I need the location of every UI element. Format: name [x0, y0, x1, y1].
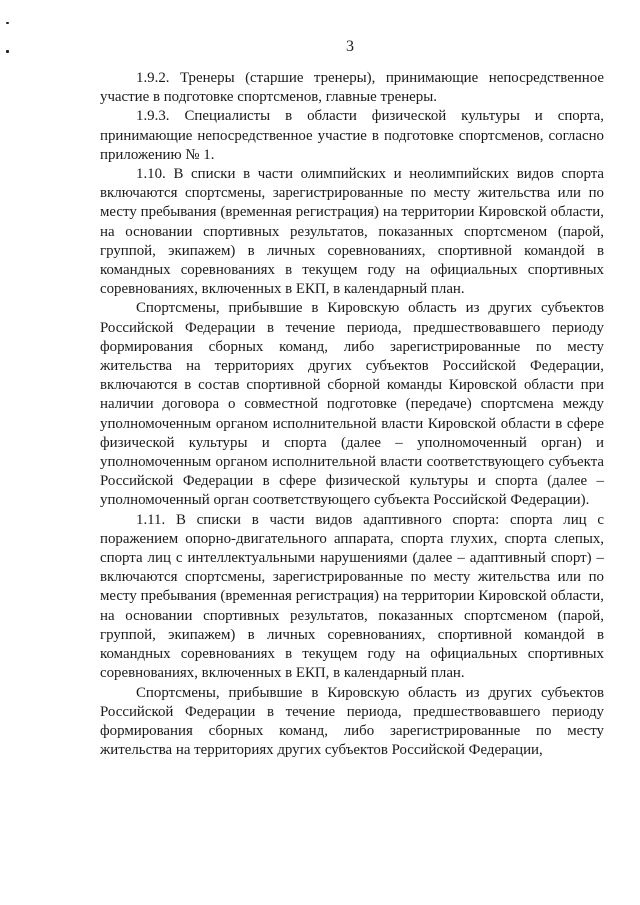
- paragraph-1-9-2: 1.9.2. Тренеры (старшие тренеры), принимающие непосредственное участие в подготовке спортсменов, главные тренеры.: [100, 70, 604, 106]
- scan-speck: [6, 22, 9, 24]
- document-body: [100, 69, 604, 760]
- paragraph-1-10-transfer: Спортсмены, прибывшие в Кировскую область из других субъектов Российской Федерации в течение периода, предшествовавшего периоду формирования сборных команд, либо зарегистрированные по месту жительства на территориях других субъектов Российской Федерации, включаются в состав спортивной сборной команды Кировской области при наличии договора о совместной подготовке (передаче) спортсмена между уполномоченным органом исполнительной власти Кировской области в сфере физической культуры и спорта (далее – уполномоченный орган) и уполномоченным органом исполнительной власти соответствующего субъекта Российской Федерации в сфере физической культуры и спорта (далее – уполномоченный орган соответствующего субъекта Российской Федерации).: [100, 300, 604, 509]
- paragraph-1-11-transfer: Спортсмены, прибывшие в Кировскую область из других субъектов Российской Федерации в течение периода, предшествовавшего периоду формирования сборных команд, либо зарегистрированные по месту жительства на территориях других субъектов Российской Федерации,: [100, 684, 604, 759]
- page-number: 3: [346, 38, 354, 55]
- paragraph-1-11: 1.11. В списки в части видов адаптивного спорта: спорта лиц с поражением опорно-двигательного аппарата, спорта глухих, спорта слепых, спорта лиц с интеллектуальными нарушениями (далее – адаптивный спорт) – включаются спортсмены, зарегистрированные по месту жительства или по месту пребывания (временная регистрация) на территории Кировской области, на основании спортивных результатов, показанных спортсменом (парой, группой, экипажем) в личных соревнованиях, спортивной командой в командных соревнованиях в текущем году на официальных спортивных соревнованиях, включенных в ЕКП, в календарный план.: [100, 511, 604, 682]
- paragraph-1-9-3: 1.9.3. Специалисты в области физической культуры и спорта, принимающие непосредственное участие в подготовке спортсменов, согласно приложению № 1.: [100, 108, 604, 163]
- paragraph-1-10: 1.10. В списки в части олимпийских и неолимпийских видов спорта включаются спортсмены, зарегистрированные по месту жительства или по месту пребывания (временная регистрация) на территории Кировской области, на основании спортивных результатов, показанных спортсменом (парой, группой, экипажем) в личных соревнованиях, спортивной командой в командных соревнованиях в текущем году на официальных спортивных соревнованиях, включенных в ЕКП, в календарный план.: [100, 166, 604, 298]
